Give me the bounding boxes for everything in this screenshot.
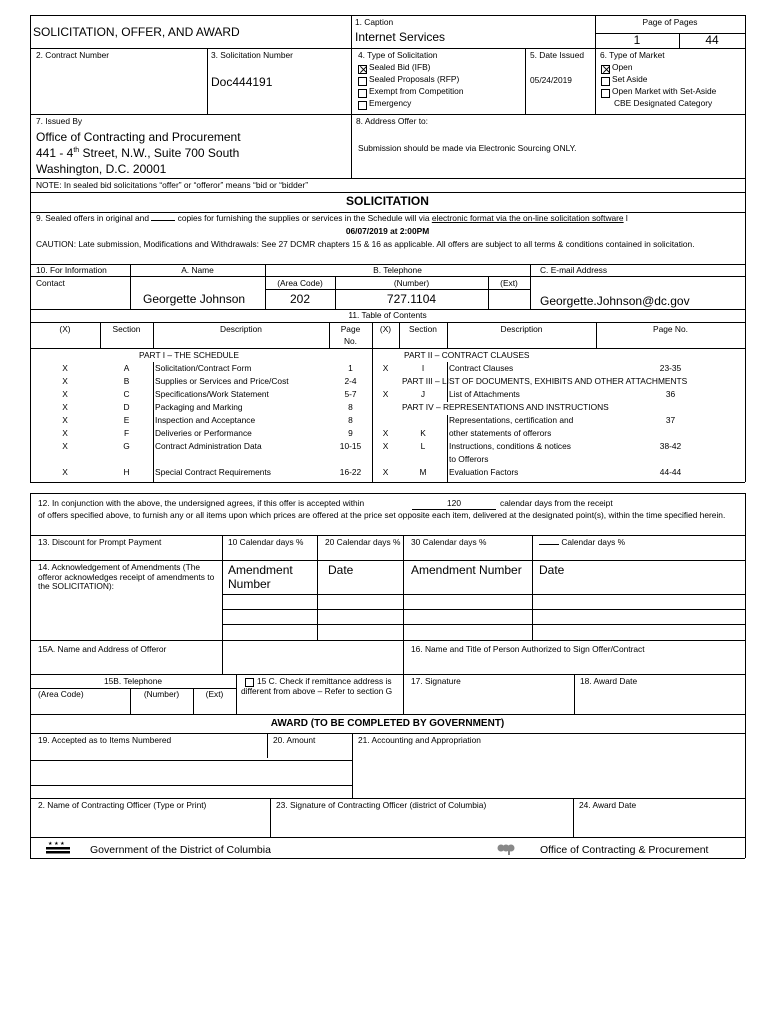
accounting-label: 21. Accounting and Appropriation	[358, 735, 481, 745]
toc-cell-desc: Solicitation/Contract Form	[155, 363, 252, 373]
discount-30-days[interactable]: 30 Calendar days %	[411, 537, 487, 547]
contracting-officer-name-label: 2. Name of Contracting Officer (Type or Print)	[38, 800, 207, 810]
toc-header-page-no: No.	[343, 336, 358, 346]
item9-text	[36, 214, 628, 224]
toc-right-i-x: X	[382, 363, 389, 373]
discount-label: 13. Discount for Prompt Payment	[38, 537, 162, 547]
page-current: 1	[633, 33, 641, 47]
toc-cell-desc: Supplies or Services and Price/Cost	[155, 376, 289, 386]
toc-right-m-section: M	[419, 467, 427, 477]
toc-header-description-right: Description	[500, 324, 543, 334]
toc-right-j-x: X	[382, 389, 389, 399]
toc-header-section: Section	[112, 324, 141, 334]
toc-right-m-x: X	[382, 467, 389, 477]
item12-text-b: calendar days from the receipt	[500, 498, 613, 508]
toc-cell-desc: Inspection and Acceptance	[155, 415, 256, 425]
issuer-line1: Office of Contracting and Procurement	[36, 130, 241, 144]
svg-text:★ ★ ★: ★ ★ ★	[48, 841, 65, 847]
contact-name-value: Georgette Johnson	[143, 292, 246, 306]
info-contact-label2: Contact	[36, 278, 65, 288]
toc-right-i-page: 23-35	[659, 363, 682, 373]
toc-right-j-desc: List of Attachments	[449, 389, 520, 399]
amendment-date-header: Date	[328, 563, 354, 577]
award-date-label: 24. Award Date	[579, 800, 637, 810]
part3-heading: PART III – LIST OF DOCUMENTS, EXHIBITS AND OTHER ATTACHMENTS	[402, 376, 688, 386]
toc-right-i-desc: Contract Clauses	[449, 363, 514, 373]
area-code-label: (Area Code)	[277, 278, 323, 288]
toc-cell-x: X	[62, 428, 68, 438]
toc-right-j-page: 36	[665, 389, 676, 399]
ocp-logo-icon	[497, 842, 515, 854]
toc-cell-desc: Packaging and Marking	[155, 402, 243, 412]
toc-cell-x: X	[62, 441, 68, 451]
market-type-label: 6. Type of Market	[600, 50, 665, 60]
item12-text-c: of offers specified above, to furnish any or all items upon which prices are offered at the price set opposite each item, delivered at the designated point(s), within the time specified herein.	[38, 510, 726, 520]
area-code-value: 202	[289, 292, 311, 306]
item9-mid: copies for furnishing the supplies or services in the Schedule will via	[175, 213, 432, 223]
toc-cell-x: X	[62, 402, 68, 412]
toc-cell-sec: G	[123, 441, 130, 451]
toc-cell-x: X	[62, 363, 68, 373]
discount-20-days[interactable]: 20 Calendar days %	[325, 537, 401, 547]
offeror-area-code-label: (Area Code)	[38, 689, 84, 699]
amendment-number-header: Amendment Number	[228, 563, 293, 591]
offeror-number-label: (Number)	[143, 689, 180, 699]
toc-cell-sec: F	[123, 428, 130, 438]
toc-right-k-section: K	[420, 428, 426, 438]
item9-prefix: 9. Sealed offers in original and	[36, 213, 152, 223]
option-set-aside: Set Aside	[612, 74, 648, 84]
solicitation-heading: SOLICITATION	[346, 194, 429, 208]
issuer-line3: Washington, D.C. 20001	[36, 162, 167, 176]
offer-award-date-label: 18. Award Date	[580, 676, 638, 686]
discount-custom-days[interactable]	[539, 538, 625, 548]
toc-cell-sec: D	[123, 402, 130, 412]
email-label: C. E-mail Address	[540, 265, 608, 275]
option-emergency: Emergency	[369, 98, 412, 108]
acknowledgement-label: 14. Acknowledgement of Amendments (The offeror acknowledges receipt of amendments to the SOLICITATION):	[38, 562, 215, 592]
accepted-items-label: 19. Accepted as to Items Numbered	[38, 735, 172, 745]
item9-suffix: l	[623, 213, 628, 223]
toc-right-k-page: 37	[665, 415, 676, 425]
address-offer-label: 8. Address Offer to:	[356, 116, 429, 126]
toc-cell-page: 9	[348, 428, 353, 438]
toc-header-page: Page	[340, 324, 361, 334]
solicitation-number-value: Doc444191	[211, 75, 273, 89]
toc-right-l-desc2: to Offerors	[449, 454, 489, 464]
date-issued-value: 05/24/2019	[530, 75, 572, 85]
toc-cell-sec: C	[123, 389, 130, 399]
toc-cell-page: 1	[348, 363, 353, 373]
toc-right-l-section: L	[420, 441, 426, 451]
checkbox-open-market-set-aside[interactable]	[601, 89, 610, 98]
toc-cell-page: 16-22	[339, 467, 362, 477]
caption-label: 1. Caption	[355, 17, 394, 27]
page-total: 44	[705, 33, 719, 47]
part2-heading: PART II – CONTRACT CLAUSES	[404, 350, 530, 360]
discount-custom-label: Calendar days %	[561, 537, 626, 547]
toc-cell-x: X	[62, 389, 68, 399]
toc-cell-page: 8	[348, 415, 353, 425]
offeror-ext-label: (Ext)	[205, 689, 224, 699]
caution-text: CAUTION: Late submission, Modifications and Withdrawals: See 27 DCMR chapters 15 & 16 as applicable. All offers are subject to all terms & conditions contained in solicitation.	[36, 239, 695, 249]
cbe-category-label: CBE Designated Category	[614, 98, 713, 108]
contract-number-label: 2. Contract Number	[36, 50, 110, 60]
amount-label: 20. Amount	[273, 735, 316, 745]
toc-right-l-desc1: Instructions, conditions & notices	[449, 441, 571, 451]
phone-number-value: 727.1104	[386, 292, 437, 306]
dc-flag-icon	[46, 840, 70, 854]
toc-header-description: Description	[220, 324, 262, 334]
copies-blank[interactable]	[151, 220, 175, 221]
toc-header-page-right: Page No.	[653, 324, 688, 334]
phone-number-label: (Number)	[393, 278, 430, 288]
toc-right-m-page: 44-44	[659, 467, 682, 477]
toc-right-k-desc2: other statements of offerors	[449, 428, 552, 438]
issuer-line2-sup: th	[73, 147, 80, 154]
toc-cell-desc: Contract Administration Data	[155, 441, 262, 451]
toc-cell-desc: Specifications/Work Statement	[155, 389, 269, 399]
footer-left: Government of the District of Columbia	[90, 844, 271, 856]
solicitation-type-label: 4. Type of Solicitation	[358, 50, 438, 60]
checkbox-sealed-bid[interactable]	[358, 65, 367, 74]
toc-header-x: (X)	[59, 324, 71, 334]
issued-by-label: 7. Issued By	[36, 116, 83, 126]
amendment-number-header-2: Amendment Number	[411, 563, 522, 577]
toc-cell-page: 2-4	[344, 376, 357, 386]
toc-cell-sec: A	[123, 363, 130, 373]
footer-right: Office of Contracting & Procurement	[540, 844, 709, 856]
authorized-person-label: 16. Name and Title of Person Authorized to Sign Offer/Contract	[411, 644, 645, 654]
toc-right-j-section: J	[420, 389, 426, 399]
checkbox-emergency[interactable]	[358, 101, 367, 110]
option-sealed-proposals: Sealed Proposals (RFP)	[369, 74, 460, 84]
toc-right-k-x: X	[382, 428, 389, 438]
toc-header-x-right: (X)	[379, 324, 392, 334]
discount-custom-blank[interactable]	[539, 544, 559, 545]
checkbox-exempt[interactable]	[358, 89, 367, 98]
toc-title: 11. Table of Contents	[348, 310, 427, 320]
toc-cell-x: X	[62, 467, 68, 477]
issuer-line2-suffix: Street, N.W., Suite 700 South	[79, 146, 240, 160]
toc-cell-desc: Special Contract Requirements	[155, 467, 271, 477]
part1-heading: PART I – THE SCHEDULE	[139, 350, 239, 360]
toc-cell-sec: B	[123, 376, 130, 386]
offer-acceptance-days[interactable]: 120	[412, 499, 496, 510]
toc-header-section-right: Section	[409, 324, 437, 334]
toc-cell-x: X	[62, 376, 68, 386]
checkbox-set-aside[interactable]	[601, 77, 610, 86]
info-contact-label1: 10. For Information	[36, 265, 107, 275]
item12-text-a: 12. In conjunction with the above, the undersigned agrees, if this offer is accepted within	[38, 498, 365, 508]
solicitation-software-link[interactable]: electronic format via the on-line solicitation software	[431, 213, 624, 223]
toc-cell-sec: E	[123, 415, 130, 425]
page-of-pages-label: Page of Pages	[642, 17, 698, 27]
contact-name-label: A. Name	[181, 265, 214, 275]
offeror-telephone-label: 15B. Telephone	[103, 676, 163, 686]
option-exempt: Exempt from Competition	[369, 86, 464, 96]
part4-heading: PART IV – REPRESENTATIONS AND INSTRUCTIONS	[402, 402, 609, 412]
issuer-line2	[36, 147, 239, 161]
toc-right-i-section: I	[421, 363, 425, 373]
toc-right-m-desc: Evaluation Factors	[449, 467, 519, 477]
option-open: Open	[612, 62, 633, 72]
ext-label: (Ext)	[500, 278, 518, 288]
email-value: Georgette.Johnson@dc.gov	[540, 294, 690, 308]
toc-cell-x: X	[62, 415, 68, 425]
option-open-market-set-aside: Open Market with Set-Aside	[612, 86, 717, 96]
award-heading: AWARD (TO BE COMPLETED BY GOVERNMENT)	[270, 718, 505, 729]
deadline: 06/07/2019 at 2:00PM	[345, 226, 430, 236]
remittance-label: 15 C. Check if remittance address is different from above – Refer to section G	[241, 676, 393, 696]
offeror-address-label: 15A. Name and Address of Offeror	[38, 644, 167, 654]
option-sealed-bid: Sealed Bid (IFB)	[369, 62, 431, 72]
toc-cell-page: 10-15	[339, 441, 362, 451]
contracting-officer-signature-label: 23. Signature of Contracting Officer (district of Columbia)	[276, 800, 487, 810]
toc-right-l-x: X	[382, 441, 389, 451]
discount-10-days[interactable]: 10 Calendar days %	[228, 537, 304, 547]
date-issued-label: 5. Date Issued	[530, 50, 585, 60]
form-title: SOLICITATION, OFFER, AND AWARD	[33, 25, 240, 39]
toc-right-l-page: 38-42	[659, 441, 682, 451]
sealed-bid-note: NOTE: In sealed bid solicitations “offer” or “offeror” means “bid or “bidder”	[36, 180, 308, 190]
toc-cell-page: 8	[348, 402, 353, 412]
toc-cell-desc: Deliveries or Performance	[155, 428, 252, 438]
telephone-label: B. Telephone	[373, 265, 422, 275]
address-offer-value: Submission should be made via Electronic Sourcing ONLY.	[358, 143, 577, 153]
toc-cell-sec: H	[123, 467, 130, 477]
signature-label: 17. Signature	[411, 676, 461, 686]
toc-cell-page: 5-7	[344, 389, 357, 399]
toc-right-k-desc1: Representations, certification and	[449, 415, 574, 425]
checkbox-sealed-proposals[interactable]	[358, 77, 367, 86]
issuer-line2-prefix: 441 - 4	[36, 146, 74, 160]
checkbox-open[interactable]	[601, 65, 610, 74]
solicitation-number-label: 3. Solicitation Number	[211, 50, 293, 60]
caption-value: Internet Services	[355, 30, 446, 44]
amendment-date-header-2: Date	[539, 563, 565, 577]
